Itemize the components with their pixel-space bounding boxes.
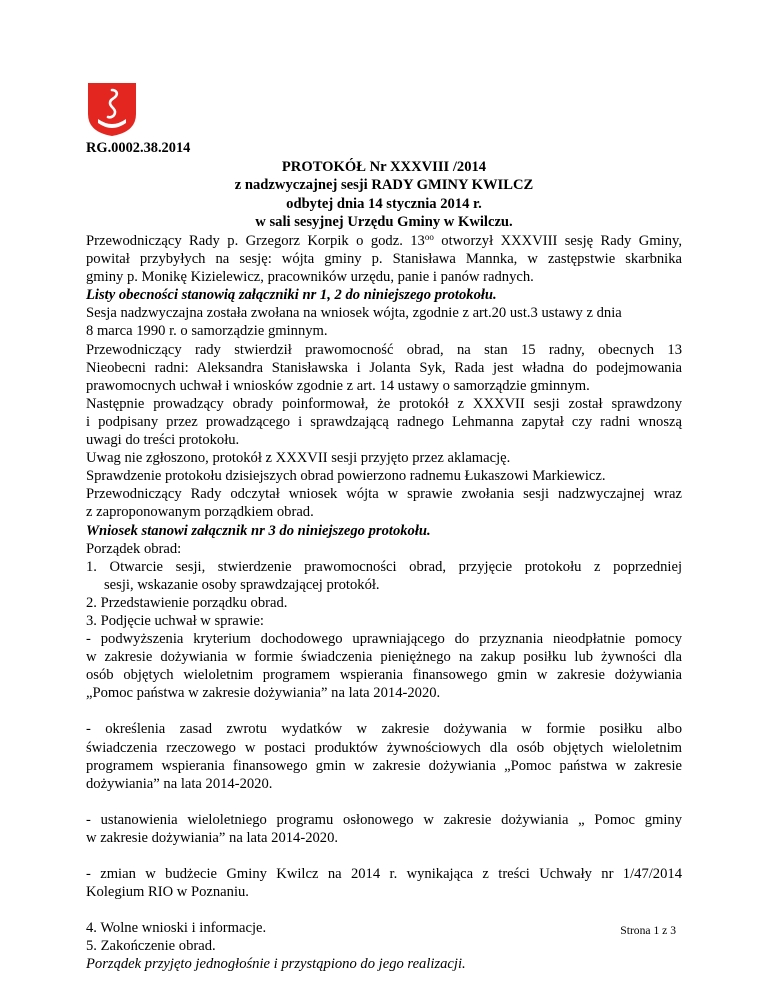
opening-line-1: Przewodniczący Rady p. Grzegorz Korpik o godz. $13^{oo}$ otworzył XXXVIII sesję Rady Gminy, <box>86 232 682 249</box>
agenda-item-1: 1. Otwarcie sesji, stwierdzenie prawomocności obrad, przyjęcie protokołu z poprzedniej sesji, wskazanie osoby sprawdzającej protokół. <box>86 558 682 593</box>
page-number: Strona 1 z 3 <box>620 924 676 937</box>
motion-read-line-1: Przewodniczący Rady odczytał wniosek wójta w sprawie zwołania sesji nadzwyczajnej wraz <box>86 486 682 503</box>
session-reason-line-1: Sesja nadzwyczajna została zwołana na wniosek wójta, zgodnie z art.20 ust.3 ustawy z dnia <box>86 305 622 322</box>
coat-of-arms-icon <box>85 80 139 138</box>
protocol-date: odbytej dnia 14 stycznia 2014 r. <box>286 195 482 212</box>
resolution-1: - podwyższenia kryterium dochodowego uprawniającego do przyznania nieodpłatnie pomocy w zakresie dożywiania w formie świadczenia pieniężnego na zakup posiłku lub żywności dla osób objętych wieloletnim programem wspierania finansowego gmin w zakresie dożywiania „Pomoc państwa w zakresie dożywiania” na lata 2014-2020. <box>86 631 682 702</box>
protocol-title: PROTOKÓŁ Nr XXXVIII /2014 <box>281 159 487 175</box>
session-reason-line-2: 8 marca 1990 r. o samorządzie gminnym. <box>86 323 328 340</box>
agenda-item-3: 3. Podjęcie uchwał w sprawie: <box>86 612 264 629</box>
opening-line-2: powitał przybyłych na sesję: wójta gminy p. Stanisława Mannka, w zastępstwie skarbnika <box>86 251 682 268</box>
quorum-line-3: prawomocnych uchwał i wniosków zgodnie z art. 14 ustawy o samorządzie gminnym. <box>86 377 590 394</box>
motion-read-line-2: z zaproponowanym porządkiem obrad. <box>86 504 314 521</box>
verifier-line: Sprawdzenie protokołu dzisiejszych obrad powierzono radnemu Łukaszowi Markiewicz. <box>86 468 606 485</box>
quorum-line-1: Przewodniczący rady stwierdził prawomocność obrad, na stan 15 radny, obecnych 13 <box>86 341 682 358</box>
motion-attachment-note: Wniosek stanowi załącznik nr 3 do niniejszego protokołu. <box>86 522 431 539</box>
attendance-attachment-note: Listy obecności stanowią załączniki nr 1, 2 do niniejszego protokołu. <box>86 287 497 304</box>
resolution-3: - ustanowienia wieloletniego programu osłonowego w zakresie dożywiania „ Pomoc gminy w zakresie dożywiania” na lata 2014-2020. <box>86 811 682 846</box>
protocol-location: w sali sesyjnej Urzędu Gminy w Kwilczu. <box>255 214 513 231</box>
protocol-check-line-2: i podpisany przez prowadzącego i sprawdzającą radnego Lehmanna zapytał czy radni wnoszą <box>86 413 682 430</box>
no-remarks-line: Uwag nie zgłoszono, protokół z XXXVII sesji przyjęto przez aklamację. <box>86 450 511 467</box>
protocol-subtitle: z nadzwyczajnej sesji RADY GMINY KWILCZ <box>234 177 534 194</box>
protocol-body <box>86 232 682 973</box>
agenda-item-2: 2. Przedstawienie porządku obrad. <box>86 594 288 611</box>
agenda-adopted-note: Porządek przyjęto jednogłośnie i przystąpiono do jego realizacji. <box>86 956 466 973</box>
resolution-2: - określenia zasad zwrotu wydatków w zakresie dożywania w formie posiłku albo świadczenia rzeczowego w postaci produktów żywnościowych dla osób objętych wieloletnim programem wspierania finansowego gmin w zakresie dożywiania „Pomoc państwa w zakresie dożywiania” na lata 2014-2020. <box>86 721 682 792</box>
protocol-heading <box>86 158 682 232</box>
opening-line-3: gminy p. Monikę Kizielewicz, pracowników urzędu, panie i panów radnych. <box>86 269 534 286</box>
protocol-check-line-3: uwagi do treści protokołu. <box>86 432 240 449</box>
resolution-4: - zmian w budżecie Gminy Kwilcz na 2014 r. wynikająca z treści Uchwały nr 1/47/2014 Kolegium RIO w Poznaniu. <box>86 866 682 901</box>
document-reference-number: RG.0002.38.2014 <box>86 140 191 156</box>
agenda-title: Porządek obrad: <box>86 540 182 557</box>
quorum-line-2: Nieobecni radni: Aleksandra Stanisławska i Jolanta Syk, Rada jest władna do podejmowania <box>86 359 682 376</box>
agenda-item-4: 4. Wolne wnioski i informacje. <box>86 920 267 937</box>
protocol-check-line-1: Następnie prowadzący obrady poinformował, że protokół z XXXVII sesji został sprawdzony <box>86 395 682 412</box>
agenda-item-5: 5. Zakończenie obrad. <box>86 938 216 955</box>
